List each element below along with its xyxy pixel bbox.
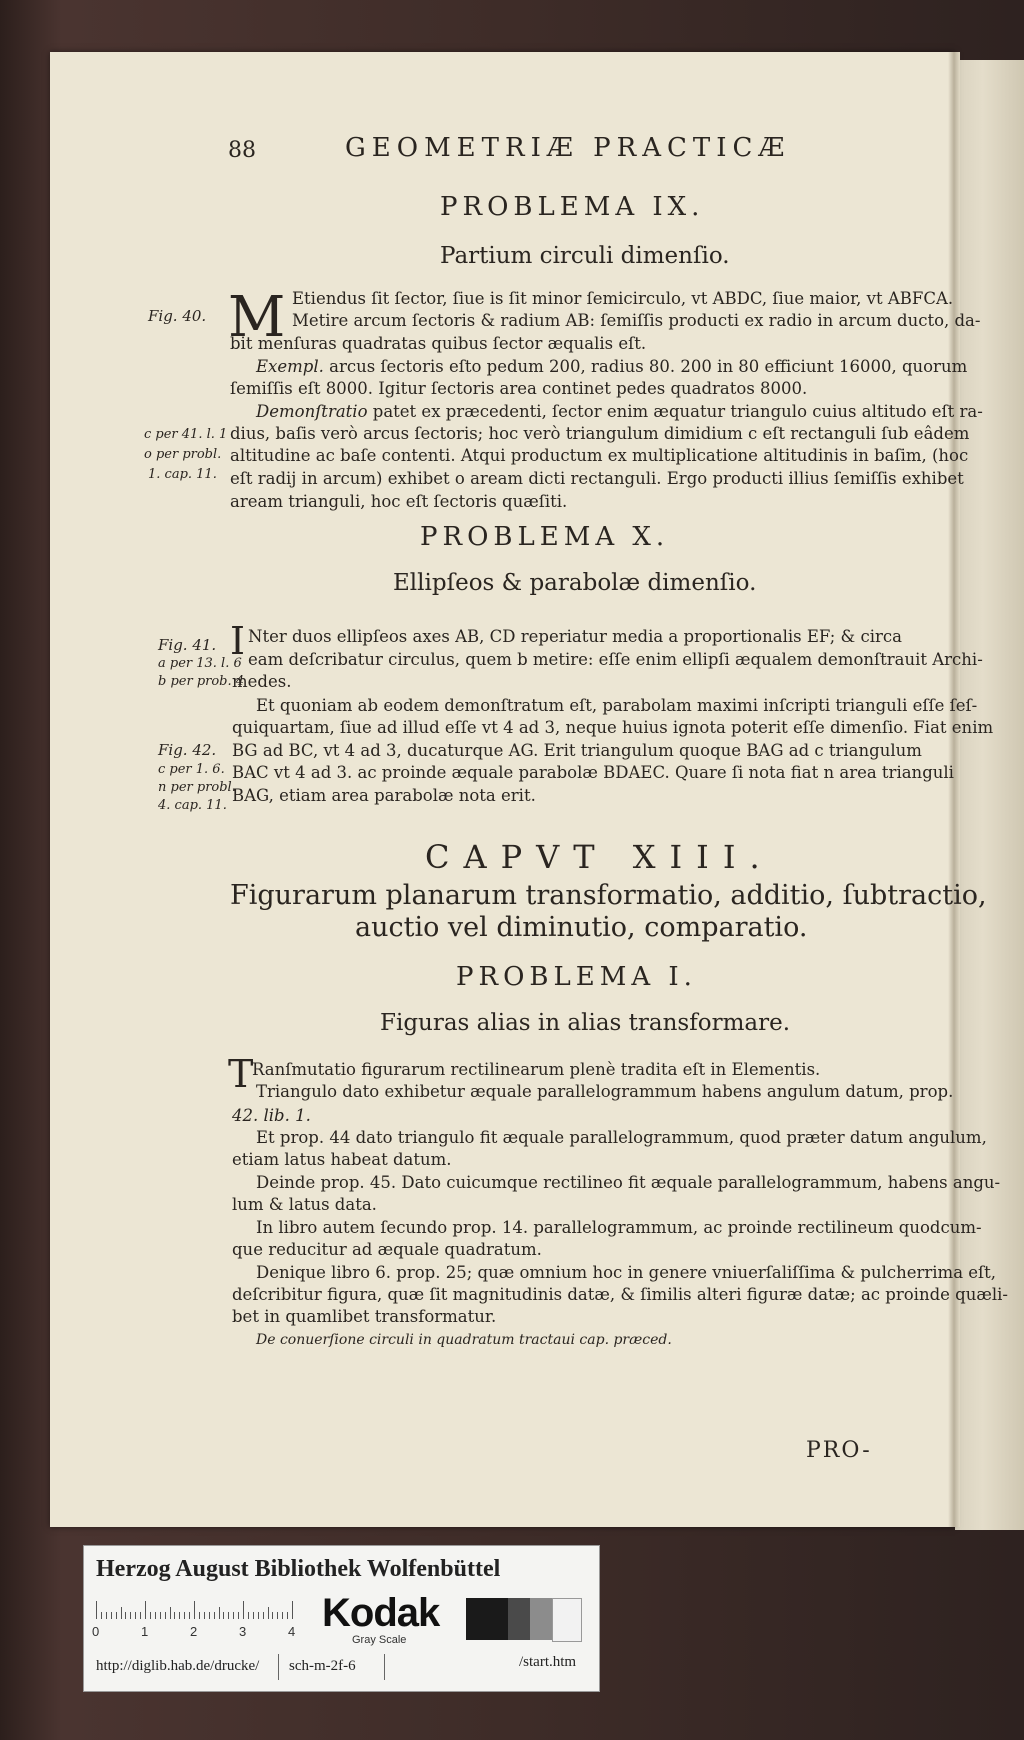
- margin-note-c: c per 41. l. 1: [144, 427, 228, 442]
- ruler-tick: [228, 1612, 229, 1619]
- library-name: Herzog August Bibliothek Wolfenbüttel: [96, 1556, 501, 1582]
- margin-note-c2: c per 1. 6.: [158, 762, 225, 777]
- ruler-tick: [292, 1601, 293, 1619]
- caput-heading: CAPVT XIII.: [425, 838, 774, 876]
- ruler-tick: [199, 1612, 200, 1619]
- swatch-black: [466, 1598, 508, 1640]
- library-url: http://diglib.hab.de/drucke/: [96, 1658, 260, 1674]
- running-head: GEOMETRIÆ PRACTICÆ: [345, 133, 791, 163]
- p10-line-4: Et quoniam ab eodem demonſtratum eſt, parabolam maximi inſcripti trianguli eſſe ſeſ-: [256, 696, 978, 715]
- ruler-tick: [170, 1607, 171, 1619]
- p9-line-2: Metire arcum ſectoris & radium AB: ſemiſſis producti ex radio in arcum ducto, da-: [292, 311, 981, 330]
- p1-line-7: lum & latus data.: [232, 1195, 377, 1214]
- ruler-tick: [263, 1612, 264, 1619]
- ruler-tick: [268, 1607, 269, 1619]
- swatch-dark-gray: [508, 1598, 530, 1640]
- p10-line-2: eam deſcribatur circulus, quem b metire: eſſe enim ellipſi æqualem demonſtrauit Archi-: [248, 650, 983, 669]
- p1-line-5: etiam latus habeat datum.: [232, 1150, 452, 1169]
- page-gutter: [948, 52, 960, 1527]
- ruler-label-3: 3: [239, 1624, 247, 1639]
- ruler-tick: [258, 1612, 259, 1619]
- ruler-tick: [155, 1612, 156, 1619]
- p1-line-12: bet in quamlibet transformatur.: [232, 1307, 497, 1326]
- ruler-tick: [277, 1612, 278, 1619]
- ruler-tick: [209, 1612, 210, 1619]
- catchword: PRO-: [806, 1438, 872, 1463]
- ruler-tick: [165, 1612, 166, 1619]
- p9-demo-line-1: [256, 402, 983, 422]
- ruler-tick: [140, 1612, 141, 1619]
- card-divider-2: [384, 1654, 385, 1680]
- ruler-label-0: 0: [92, 1624, 100, 1639]
- page-number: 88: [228, 138, 256, 163]
- fig-40-ref: Fig. 40.: [148, 307, 207, 325]
- p1-line-10: Denique libro 6. prop. 25; quæ omnium hoc in genere vniuerſaliſſima & pulcherrima eſt,: [256, 1263, 997, 1282]
- ruler-label-1: 1: [141, 1624, 149, 1639]
- ruler-tick: [106, 1612, 107, 1619]
- ruler-tick: [214, 1612, 215, 1619]
- ruler-tick: [248, 1612, 249, 1619]
- ruler-label-2: 2: [190, 1624, 198, 1639]
- ruler-tick: [125, 1612, 126, 1619]
- exempl-text: arcus ſectoris eſto pedum 200, radius 80. 200 in 80 efficiunt 16000, quorum: [323, 357, 968, 376]
- library-color-card: [83, 1545, 600, 1692]
- p10-line-8: BAG, etiam area parabolæ nota erit.: [232, 786, 536, 805]
- ruler-tick: [111, 1612, 112, 1619]
- ruler-tick: [179, 1612, 180, 1619]
- ruler-tick: [238, 1612, 239, 1619]
- gray-scale-label: Gray Scale: [352, 1634, 407, 1646]
- problem-9-subtitle: Partium circuli dimenſio.: [440, 243, 730, 269]
- ruler-tick: [243, 1601, 244, 1619]
- margin-note-o: o per probl.: [144, 447, 222, 462]
- p9-demo-line-4: eſt radij in arcum) exhibet o aream dicti rectanguli. Ergo producti illius ſemiſſis exhibet: [230, 469, 964, 488]
- margin-note-a: a per 13. l. 6: [158, 656, 242, 671]
- ruler-tick: [174, 1612, 175, 1619]
- fig-42-ref: Fig. 42.: [158, 741, 217, 759]
- ruler-tick: [184, 1612, 185, 1619]
- p10-line-3: medes.: [232, 672, 292, 691]
- start-path: /start.htm: [519, 1654, 577, 1670]
- ruler-tick: [223, 1612, 224, 1619]
- p10-line-5: quiquartam, ſiue ad illud eſſe vt 4 ad 3, neque huius ignota poterit eſſe dimenſio. Fiat enim: [232, 718, 994, 737]
- problem-10-heading: PROBLEMA X.: [420, 522, 670, 552]
- p9-demo-line-5: aream trianguli, hoc eſt ſectoris quæſiti.: [230, 492, 568, 511]
- shelfmark: sch-m-2f-6: [289, 1658, 356, 1674]
- drop-cap-t: T: [228, 1052, 254, 1096]
- problem-9-heading: PROBLEMA IX.: [440, 192, 705, 222]
- p1-line-9: que reducitur ad æquale quadratum.: [232, 1240, 542, 1259]
- demo-text: patet ex præcedenti, ſector enim æquatur triangulo cuius altitudo eſt ra-: [367, 402, 983, 421]
- margin-note-n: n per probl.: [158, 780, 236, 795]
- p1-line-6: Deinde prop. 45. Dato cuicumque rectilineo fit æquale parallelogrammum, habens angu-: [256, 1173, 1001, 1192]
- p9-exempl-line-2: ſemiſſis eſt 8000. Igitur ſectoris area continet pedes quadratos 8000.: [230, 379, 808, 398]
- margin-note-cap: 1. cap. 11.: [148, 467, 217, 482]
- ruler-tick: [101, 1612, 102, 1619]
- p1-line-2: Triangulo dato exhibetur æquale parallelogrammum habens angulum datum, prop.: [256, 1082, 954, 1101]
- ruler-label-4: 4: [288, 1624, 296, 1639]
- ruler-tick: [219, 1607, 220, 1619]
- p9-line-1: Etiendus ſit ſector, ſiue is ſit minor ſemicirculo, vt ABDC, ſiue maior, vt ABFCA.: [292, 289, 954, 308]
- p1-line-3: 42. lib. 1.: [232, 1106, 311, 1125]
- drop-cap-m: M: [228, 285, 286, 350]
- swatch-white: [552, 1598, 582, 1642]
- ruler-tick: [150, 1612, 151, 1619]
- ruler-tick: [189, 1612, 190, 1619]
- ruler-tick: [96, 1601, 97, 1619]
- ruler-tick: [160, 1612, 161, 1619]
- p9-demo-line-2: dius, baſis verò arcus ſectoris; hoc verò triangulum dimidium c eſt rectanguli ſub eâdem: [230, 424, 970, 443]
- caput-title-line-2: auctio vel diminutio, comparatio.: [355, 912, 808, 943]
- p1-line-13: De conuerſione circuli in quadratum tractaui cap. præced.: [256, 1332, 672, 1348]
- exempl-label: Exempl.: [256, 357, 324, 376]
- swatch-mid-gray: [530, 1598, 552, 1640]
- demo-label: Demonſtratio: [256, 402, 368, 421]
- problem-1-heading: PROBLEMA I.: [456, 962, 697, 992]
- ruler-tick: [194, 1601, 195, 1619]
- ruler-tick: [204, 1612, 205, 1619]
- kodak-logo: Kodak: [322, 1591, 440, 1635]
- card-divider-1: [278, 1654, 279, 1680]
- p1-line-8: In libro autem ſecundo prop. 14. parallelogrammum, ac proinde rectilineum quodcum-: [256, 1218, 982, 1237]
- problem-1-subtitle: Figuras alias in alias transformare.: [380, 1010, 791, 1036]
- problem-10-subtitle: Ellipſeos & parabolæ dimenſio.: [393, 570, 757, 596]
- ruler-tick: [145, 1601, 146, 1619]
- margin-note-b: b per prob. 4: [158, 674, 245, 689]
- drop-cap-i: I: [230, 619, 246, 663]
- caput-title-line-1: Figurarum planarum transformatio, additio, ſubtractio,: [230, 880, 987, 911]
- p9-demo-line-3: altitudine ac baſe contenti. Atqui productum ex multiplicatione altitudinis in baſim, (hoc: [230, 446, 969, 465]
- ruler-tick: [130, 1612, 131, 1619]
- fig-41-ref: Fig. 41.: [158, 636, 217, 654]
- p9-exempl-line-1: [256, 357, 967, 377]
- margin-note-cap2: 4. cap. 11.: [158, 798, 227, 813]
- p9-line-3: bit menſuras quadratas quibus ſector æqualis eſt.: [230, 334, 647, 353]
- ruler-tick: [233, 1612, 234, 1619]
- ruler-tick: [121, 1607, 122, 1619]
- p1-line-4: Et prop. 44 dato triangulo fit æquale parallelogrammum, quod præter datum angulum,: [256, 1128, 987, 1147]
- p1-line-1: Ranſmutatio figurarum rectilinearum plenè tradita eſt in Elementis.: [252, 1060, 821, 1079]
- p1-line-11: deſcribitur figura, quæ ſit magnitudinis datæ, & ſimilis alteri figuræ datæ; ac proinde quæli-: [232, 1285, 1008, 1304]
- p10-line-6: BG ad BC, vt 4 ad 3, ducaturque AG. Erit triangulum quoque BAG ad c triangulum: [232, 741, 922, 760]
- p10-line-1: Nter duos ellipſeos axes AB, CD reperiatur media a proportionalis EF; & circa: [248, 627, 902, 646]
- ruler-tick: [135, 1612, 136, 1619]
- ruler-tick: [116, 1612, 117, 1619]
- p10-line-7: BAC vt 4 ad 3. ac proinde æquale parabolæ BDAEC. Quare ſi nota fiat n area trianguli: [232, 763, 954, 782]
- ruler-tick: [287, 1612, 288, 1619]
- ruler-tick: [253, 1612, 254, 1619]
- ruler-tick: [282, 1612, 283, 1619]
- next-page-edge: [955, 60, 1024, 1530]
- ruler-tick: [272, 1612, 273, 1619]
